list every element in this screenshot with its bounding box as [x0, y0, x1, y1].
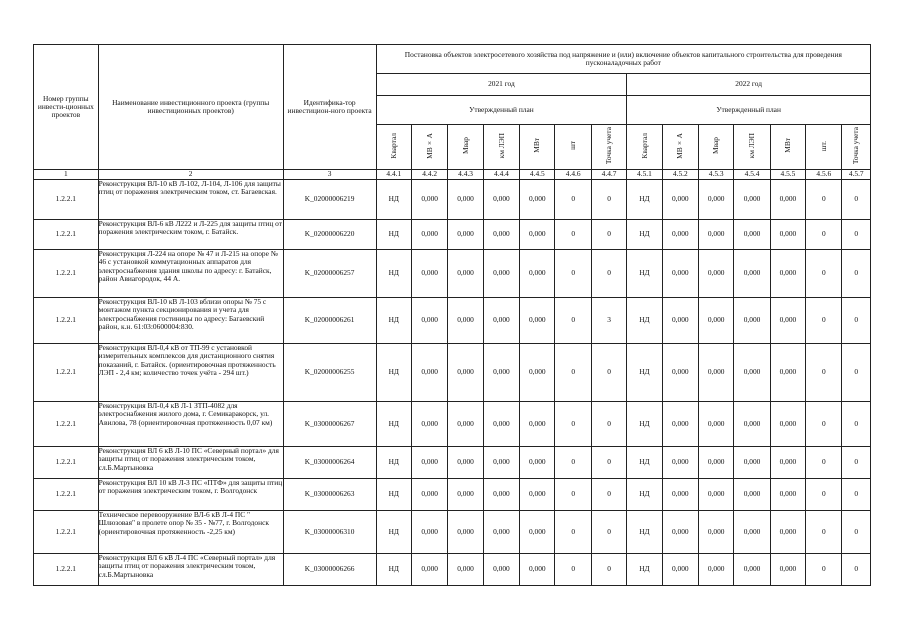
value-cell: 0	[591, 180, 626, 220]
value-cell: 0	[806, 447, 842, 479]
value-cell: 0,000	[734, 554, 770, 586]
value-cell: 0	[842, 250, 871, 298]
value-cell: 0,000	[770, 180, 805, 220]
value-cell: 0	[806, 554, 842, 586]
column-number: 2	[98, 170, 283, 180]
value-cell: 0	[555, 447, 591, 479]
value-cell: 0,000	[662, 344, 698, 402]
project-id-cell: K_03000006263	[283, 479, 376, 511]
value-cell: НД	[627, 554, 662, 586]
value-cell: 0,000	[734, 180, 770, 220]
value-cell: НД	[627, 447, 662, 479]
value-cell: 0,000	[770, 511, 805, 554]
value-cell: НД	[376, 447, 411, 479]
header-unit-2022-1	[627, 125, 662, 170]
value-cell: 0	[555, 180, 591, 220]
value-cell: 0,000	[448, 554, 483, 586]
value-cell: 0	[842, 479, 871, 511]
value-cell: 0	[806, 298, 842, 344]
project-name-cell: Реконструкция ВЛ-10 кВ Л-102, Л-104, Л-106 для защиты птиц от поражения электрическим током, ст. Багаевская.	[98, 180, 283, 220]
value-cell: 0,000	[734, 511, 770, 554]
value-cell: 0	[842, 344, 871, 402]
project-id-cell: K_03000006267	[283, 402, 376, 447]
value-cell: 0,000	[662, 447, 698, 479]
value-cell: 0	[555, 298, 591, 344]
header-group-number: Номер группы инвести-ционных проектов	[34, 45, 99, 170]
value-cell: 0,000	[770, 220, 805, 250]
column-number: 4.4.7	[591, 170, 626, 180]
value-cell: 0,000	[698, 220, 733, 250]
value-cell: 0,000	[483, 402, 519, 447]
value-cell: 0	[591, 447, 626, 479]
value-cell: 0,000	[411, 180, 447, 220]
value-cell: 0,000	[411, 220, 447, 250]
value-cell: НД	[376, 554, 411, 586]
project-name-cell: Реконструкция ВЛ 6 кВ Л-4 ПС «Северный портал» для защиты птиц от поражения электрическим током, сл.Б.Мартыновка	[98, 554, 283, 586]
table-row	[34, 220, 871, 250]
value-cell: НД	[627, 479, 662, 511]
value-cell: 0,000	[734, 250, 770, 298]
value-cell: НД	[627, 250, 662, 298]
value-cell: 0,000	[698, 298, 733, 344]
value-cell: 0,000	[734, 298, 770, 344]
value-cell: 0,000	[411, 554, 447, 586]
header-unit-label: МВт	[783, 138, 793, 154]
value-cell: 0,000	[770, 554, 805, 586]
header-unit-2021-5	[520, 125, 555, 170]
value-cell: 0,000	[483, 220, 519, 250]
value-cell: 0,000	[448, 479, 483, 511]
value-cell: 0,000	[411, 344, 447, 402]
value-cell: 0,000	[662, 511, 698, 554]
header-unit-label: Мвар	[711, 137, 721, 155]
value-cell: 0,000	[411, 402, 447, 447]
header-unit-2022-5	[770, 125, 805, 170]
value-cell: 0,000	[520, 344, 555, 402]
value-cell: 0,000	[520, 479, 555, 511]
column-number: 4.4.6	[555, 170, 591, 180]
value-cell: 0,000	[448, 402, 483, 447]
value-cell: 0,000	[662, 402, 698, 447]
value-cell: 0,000	[698, 511, 733, 554]
project-id-cell: K_02000006219	[283, 180, 376, 220]
header-unit-2021-1	[376, 125, 411, 170]
value-cell: 0,000	[448, 220, 483, 250]
value-cell: 0,000	[520, 250, 555, 298]
column-number: 4.5.6	[806, 170, 842, 180]
header-unit-label: Мвар	[460, 137, 470, 155]
value-cell: 0	[555, 511, 591, 554]
value-cell: НД	[627, 402, 662, 447]
header-unit-label: Точка учета	[851, 127, 861, 165]
value-cell: 0,000	[734, 479, 770, 511]
header-unit-2021-7	[591, 125, 626, 170]
column-number: 1	[34, 170, 99, 180]
project-name-cell: Реконструкция ВЛ 10 кВ Л-3 ПС «ПТФ» для защиты птиц от поражения электрическим током, г. Волгодонск	[98, 479, 283, 511]
value-cell: 0	[842, 402, 871, 447]
value-cell: 0,000	[698, 344, 733, 402]
column-number: 4.5.4	[734, 170, 770, 180]
column-number: 4.5.7	[842, 170, 871, 180]
value-cell: 0	[806, 344, 842, 402]
value-cell: 0	[842, 220, 871, 250]
value-cell: 0,000	[483, 479, 519, 511]
value-cell: 0,000	[483, 511, 519, 554]
value-cell: НД	[376, 511, 411, 554]
value-cell: 0,000	[448, 344, 483, 402]
column-number: 4.4.3	[448, 170, 483, 180]
header-unit-2022-2	[662, 125, 698, 170]
value-cell: 0,000	[520, 554, 555, 586]
value-cell: НД	[376, 402, 411, 447]
header-unit-label: км ЛЭП	[747, 133, 757, 159]
value-cell: НД	[376, 344, 411, 402]
value-cell: 0,000	[734, 220, 770, 250]
table-row	[34, 298, 871, 344]
value-cell: 0	[591, 344, 626, 402]
value-cell: 0	[806, 479, 842, 511]
header-unit-label: Квартал	[388, 133, 398, 159]
group-number-cell: 1.2.2.1	[34, 298, 99, 344]
value-cell: 0	[842, 180, 871, 220]
value-cell: 0,000	[770, 479, 805, 511]
value-cell: 0	[591, 220, 626, 250]
group-number-cell: 1.2.2.1	[34, 402, 99, 447]
value-cell: 0,000	[520, 220, 555, 250]
value-cell: 0,000	[770, 402, 805, 447]
group-number-cell: 1.2.2.1	[34, 479, 99, 511]
value-cell: 0,000	[734, 344, 770, 402]
value-cell: 0,000	[483, 250, 519, 298]
project-name-cell: Реконструкция ВЛ 6 кВ Л-10 ПС «Северный портал» для защиты птиц от поражения электрическим током, сл.Б.Мартыновка	[98, 447, 283, 479]
value-cell: 0,000	[483, 447, 519, 479]
project-name-cell: Реконструкция ВЛ-0,4 кВ Л-1 ЗТП-4082 для электроснабжения жилого дома, г. Семикаракорск, ул. Авилова, 78 (ориентировочная протяженность 0,07 км)	[98, 402, 283, 447]
value-cell: 0,000	[483, 180, 519, 220]
value-cell: 0,000	[483, 298, 519, 344]
value-cell: 0	[806, 220, 842, 250]
value-cell: 0,000	[734, 402, 770, 447]
project-id-cell: K_02000006261	[283, 298, 376, 344]
value-cell: 0,000	[520, 402, 555, 447]
group-number-cell: 1.2.2.1	[34, 554, 99, 586]
table-row	[34, 180, 871, 220]
header-unit-2021-6	[555, 125, 591, 170]
header-unit-label: Квартал	[639, 133, 649, 159]
value-cell: 0,000	[448, 447, 483, 479]
column-number: 3	[283, 170, 376, 180]
header-unit-label: шт.	[818, 140, 828, 151]
value-cell: 0,000	[520, 511, 555, 554]
table-row	[34, 479, 871, 511]
value-cell: НД	[376, 220, 411, 250]
value-cell: НД	[376, 479, 411, 511]
value-cell: 0,000	[698, 180, 733, 220]
value-cell: 0,000	[411, 511, 447, 554]
header-unit-2021-4	[483, 125, 519, 170]
header-project-id: Идентифика-тор инвестицион-ного проекта	[283, 45, 376, 170]
table-row	[34, 511, 871, 554]
group-number-cell: 1.2.2.1	[34, 511, 99, 554]
project-name-cell: Реконструкция ВЛ-10 кВ Л-103 вблизи опоры № 75 с монтажом пункта секционирования и учета для электроснабжения гостиницы по адресу: Багаевский район, к.н. 61:03:0600004:830.	[98, 298, 283, 344]
value-cell: 0,000	[698, 447, 733, 479]
value-cell: 0	[806, 250, 842, 298]
value-cell: 0,000	[411, 447, 447, 479]
header-project-name: Наименование инвестиционного проекта (группы инвестиционных проектов)	[98, 45, 283, 170]
value-cell: 0	[555, 344, 591, 402]
value-cell: НД	[627, 298, 662, 344]
project-id-cell: K_02000006220	[283, 220, 376, 250]
value-cell: 0,000	[698, 402, 733, 447]
table-row	[34, 554, 871, 586]
value-cell: НД	[627, 220, 662, 250]
table-row	[34, 250, 871, 298]
header-unit-label: шт	[568, 141, 578, 151]
value-cell: НД	[627, 511, 662, 554]
value-cell: НД	[376, 298, 411, 344]
group-number-cell: 1.2.2.1	[34, 344, 99, 402]
header-plan-2022: Утвержденный план	[627, 96, 871, 125]
value-cell: 0	[591, 479, 626, 511]
value-cell: 0,000	[770, 344, 805, 402]
column-number: 4.5.3	[698, 170, 733, 180]
value-cell: 0,000	[411, 298, 447, 344]
value-cell: 0,000	[411, 479, 447, 511]
value-cell: 0,000	[698, 554, 733, 586]
column-number: 4.5.1	[627, 170, 662, 180]
value-cell: НД	[376, 250, 411, 298]
value-cell: 0	[555, 250, 591, 298]
project-name-cell: Реконструкция ВЛ-0,4 кВ от ТП-99 с установкой измерительных комплексов для дистанционного снятия показаний, г. Батайск. (ориентировочная протяженность ЛЭП - 2,4 км; количество точек учёта - 294 шт.)	[98, 344, 283, 402]
column-number: 4.4.1	[376, 170, 411, 180]
value-cell: 0,000	[662, 298, 698, 344]
project-name-cell: Реконструкция Л-224 на опоре № 47 и Л-215 на опоре № 46 с установкой коммутационных аппаратов для электроснабжения здания школы по адресу: г. Батайск, район Авиагородок, 44 А.	[98, 250, 283, 298]
value-cell: 0	[591, 554, 626, 586]
value-cell: 0,000	[662, 479, 698, 511]
header-commissioning: Постановка объектов электросетевого хозяйства под напряжение и (или) включение объектов капитального строительства для проведения пусконаладочных работ	[376, 45, 870, 74]
project-id-cell: K_03000006264	[283, 447, 376, 479]
header-unit-2022-4	[734, 125, 770, 170]
header-unit-label: Точка учета	[604, 127, 614, 165]
project-id-cell: K_03000006266	[283, 554, 376, 586]
value-cell: 0,000	[520, 180, 555, 220]
header-unit-2021-2	[411, 125, 447, 170]
value-cell: 0	[842, 554, 871, 586]
value-cell: 0,000	[662, 180, 698, 220]
group-number-cell: 1.2.2.1	[34, 180, 99, 220]
value-cell: 0	[806, 511, 842, 554]
value-cell: 0	[555, 554, 591, 586]
value-cell: 0,000	[448, 180, 483, 220]
value-cell: 0,000	[770, 250, 805, 298]
group-number-cell: 1.2.2.1	[34, 250, 99, 298]
header-unit-2022-7	[842, 125, 871, 170]
header-unit-label: МВт	[532, 138, 542, 154]
project-id-cell: K_03000006310	[283, 511, 376, 554]
header-unit-2022-3	[698, 125, 733, 170]
table-row	[34, 344, 871, 402]
value-cell: НД	[627, 180, 662, 220]
value-cell: 0	[806, 402, 842, 447]
value-cell: 0	[842, 447, 871, 479]
value-cell: 0,000	[698, 479, 733, 511]
value-cell: 0	[842, 511, 871, 554]
value-cell: 0,000	[698, 250, 733, 298]
investment-projects-table	[33, 44, 871, 586]
value-cell: 0,000	[448, 298, 483, 344]
project-name-cell: Реконструкция ВЛ-6 кВ Л222 и Л-225 для защиты птиц от поражения электрическим током, г. Батайск.	[98, 220, 283, 250]
header-plan-2021: Утвержденный план	[376, 96, 627, 125]
column-number: 4.4.4	[483, 170, 519, 180]
value-cell: НД	[627, 344, 662, 402]
value-cell: 0	[591, 250, 626, 298]
value-cell: 0,000	[483, 554, 519, 586]
table-row	[34, 402, 871, 447]
value-cell: 3	[591, 298, 626, 344]
value-cell: 0	[591, 402, 626, 447]
value-cell: 0	[555, 479, 591, 511]
value-cell: 0,000	[734, 447, 770, 479]
value-cell: 0	[555, 220, 591, 250]
header-year-2022: 2022 год	[627, 74, 871, 96]
project-id-cell: K_02000006255	[283, 344, 376, 402]
value-cell: 0,000	[448, 250, 483, 298]
value-cell: НД	[376, 180, 411, 220]
column-number: 4.5.2	[662, 170, 698, 180]
value-cell: 0	[806, 180, 842, 220]
header-unit-2022-6	[806, 125, 842, 170]
header-unit-label: МВ×А	[675, 132, 685, 159]
value-cell: 0,000	[520, 447, 555, 479]
value-cell: 0,000	[662, 220, 698, 250]
value-cell: 0,000	[483, 344, 519, 402]
value-cell: 0	[842, 298, 871, 344]
value-cell: 0,000	[448, 511, 483, 554]
value-cell: 0,000	[770, 298, 805, 344]
value-cell: 0	[555, 402, 591, 447]
value-cell: 0,000	[662, 554, 698, 586]
value-cell: 0,000	[662, 250, 698, 298]
group-number-cell: 1.2.2.1	[34, 220, 99, 250]
header-unit-label: МВ×А	[424, 132, 434, 159]
project-name-cell: Техническое перевооружение ВЛ-6 кВ Л-4 ПС " Шлюзовая" в пролете опор № 35 - №77, г. Волгодонск (ориентировочная протяженность -2,25 км)	[98, 511, 283, 554]
value-cell: 0,000	[770, 447, 805, 479]
table-row	[34, 447, 871, 479]
column-numbering-row	[34, 170, 871, 180]
header-unit-label: км ЛЭП	[496, 133, 506, 159]
column-number: 4.4.2	[411, 170, 447, 180]
column-number: 4.4.5	[520, 170, 555, 180]
value-cell: 0,000	[520, 298, 555, 344]
group-number-cell: 1.2.2.1	[34, 447, 99, 479]
header-year-2021: 2021 год	[376, 74, 627, 96]
value-cell: 0	[591, 511, 626, 554]
value-cell: 0,000	[411, 250, 447, 298]
project-id-cell: K_02000006257	[283, 250, 376, 298]
header-unit-2021-3	[448, 125, 483, 170]
column-number: 4.5.5	[770, 170, 805, 180]
